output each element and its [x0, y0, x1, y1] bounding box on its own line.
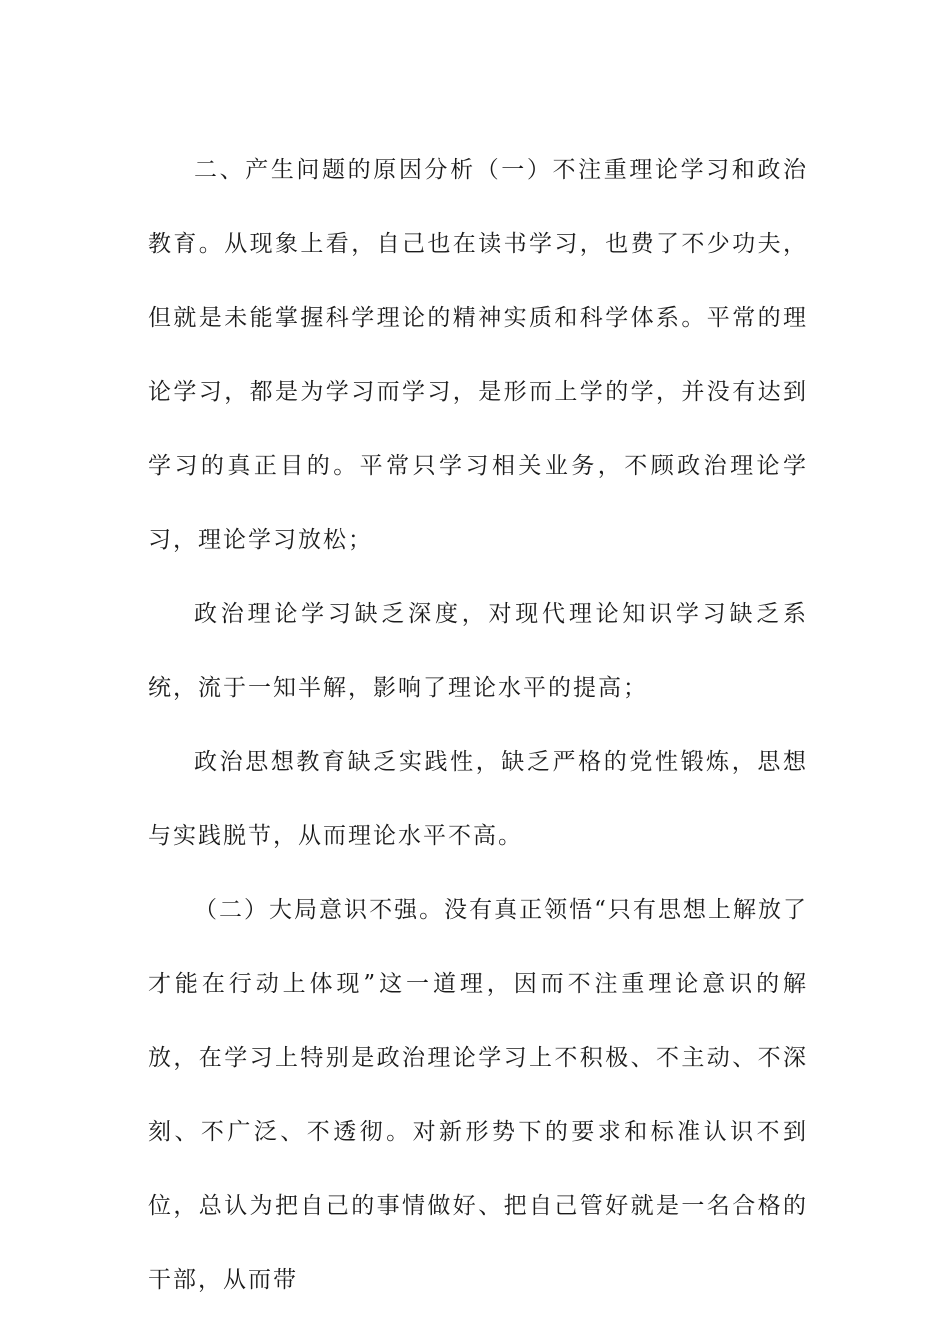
paragraph-overall-awareness: （二）大局意识不强。没有真正领悟“只有思想上解放了才能在行动上体现”这一道理，因而不注重理论意识的解放，在学习上特别是政治理论学习上不积极、不主动、不深刻、不广泛、不透彻。对新形势下的要求和标准认识不到位，总认为把自己的事情做好、把自己管好就是一名合格的干部，从而带	[148, 897, 808, 1293]
paragraph-theory-depth: 政治理论学习缺乏深度，对现代理论知识学习缺乏系统，流于一知半解，影响了理论水平的提高；	[148, 601, 808, 701]
document-body	[148, 133, 808, 1317]
paragraph-practice: 政治思想教育缺乏实践性，缺乏严格的党性锻炼，思想与实践脱节，从而理论水平不高。	[148, 749, 808, 849]
paragraph-causes-analysis: 二、产生问题的原因分析（一）不注重理论学习和政治教育。从现象上看，自己也在读书学习，也费了不少功夫，但就是未能掌握科学理论的精神实质和科学体系。平常的理论学习，都是为学习而学习，是形而上学的学，并没有达到学习的真正目的。平常只学习相关业务，不顾政治理论学习，理论学习放松；	[148, 157, 808, 553]
